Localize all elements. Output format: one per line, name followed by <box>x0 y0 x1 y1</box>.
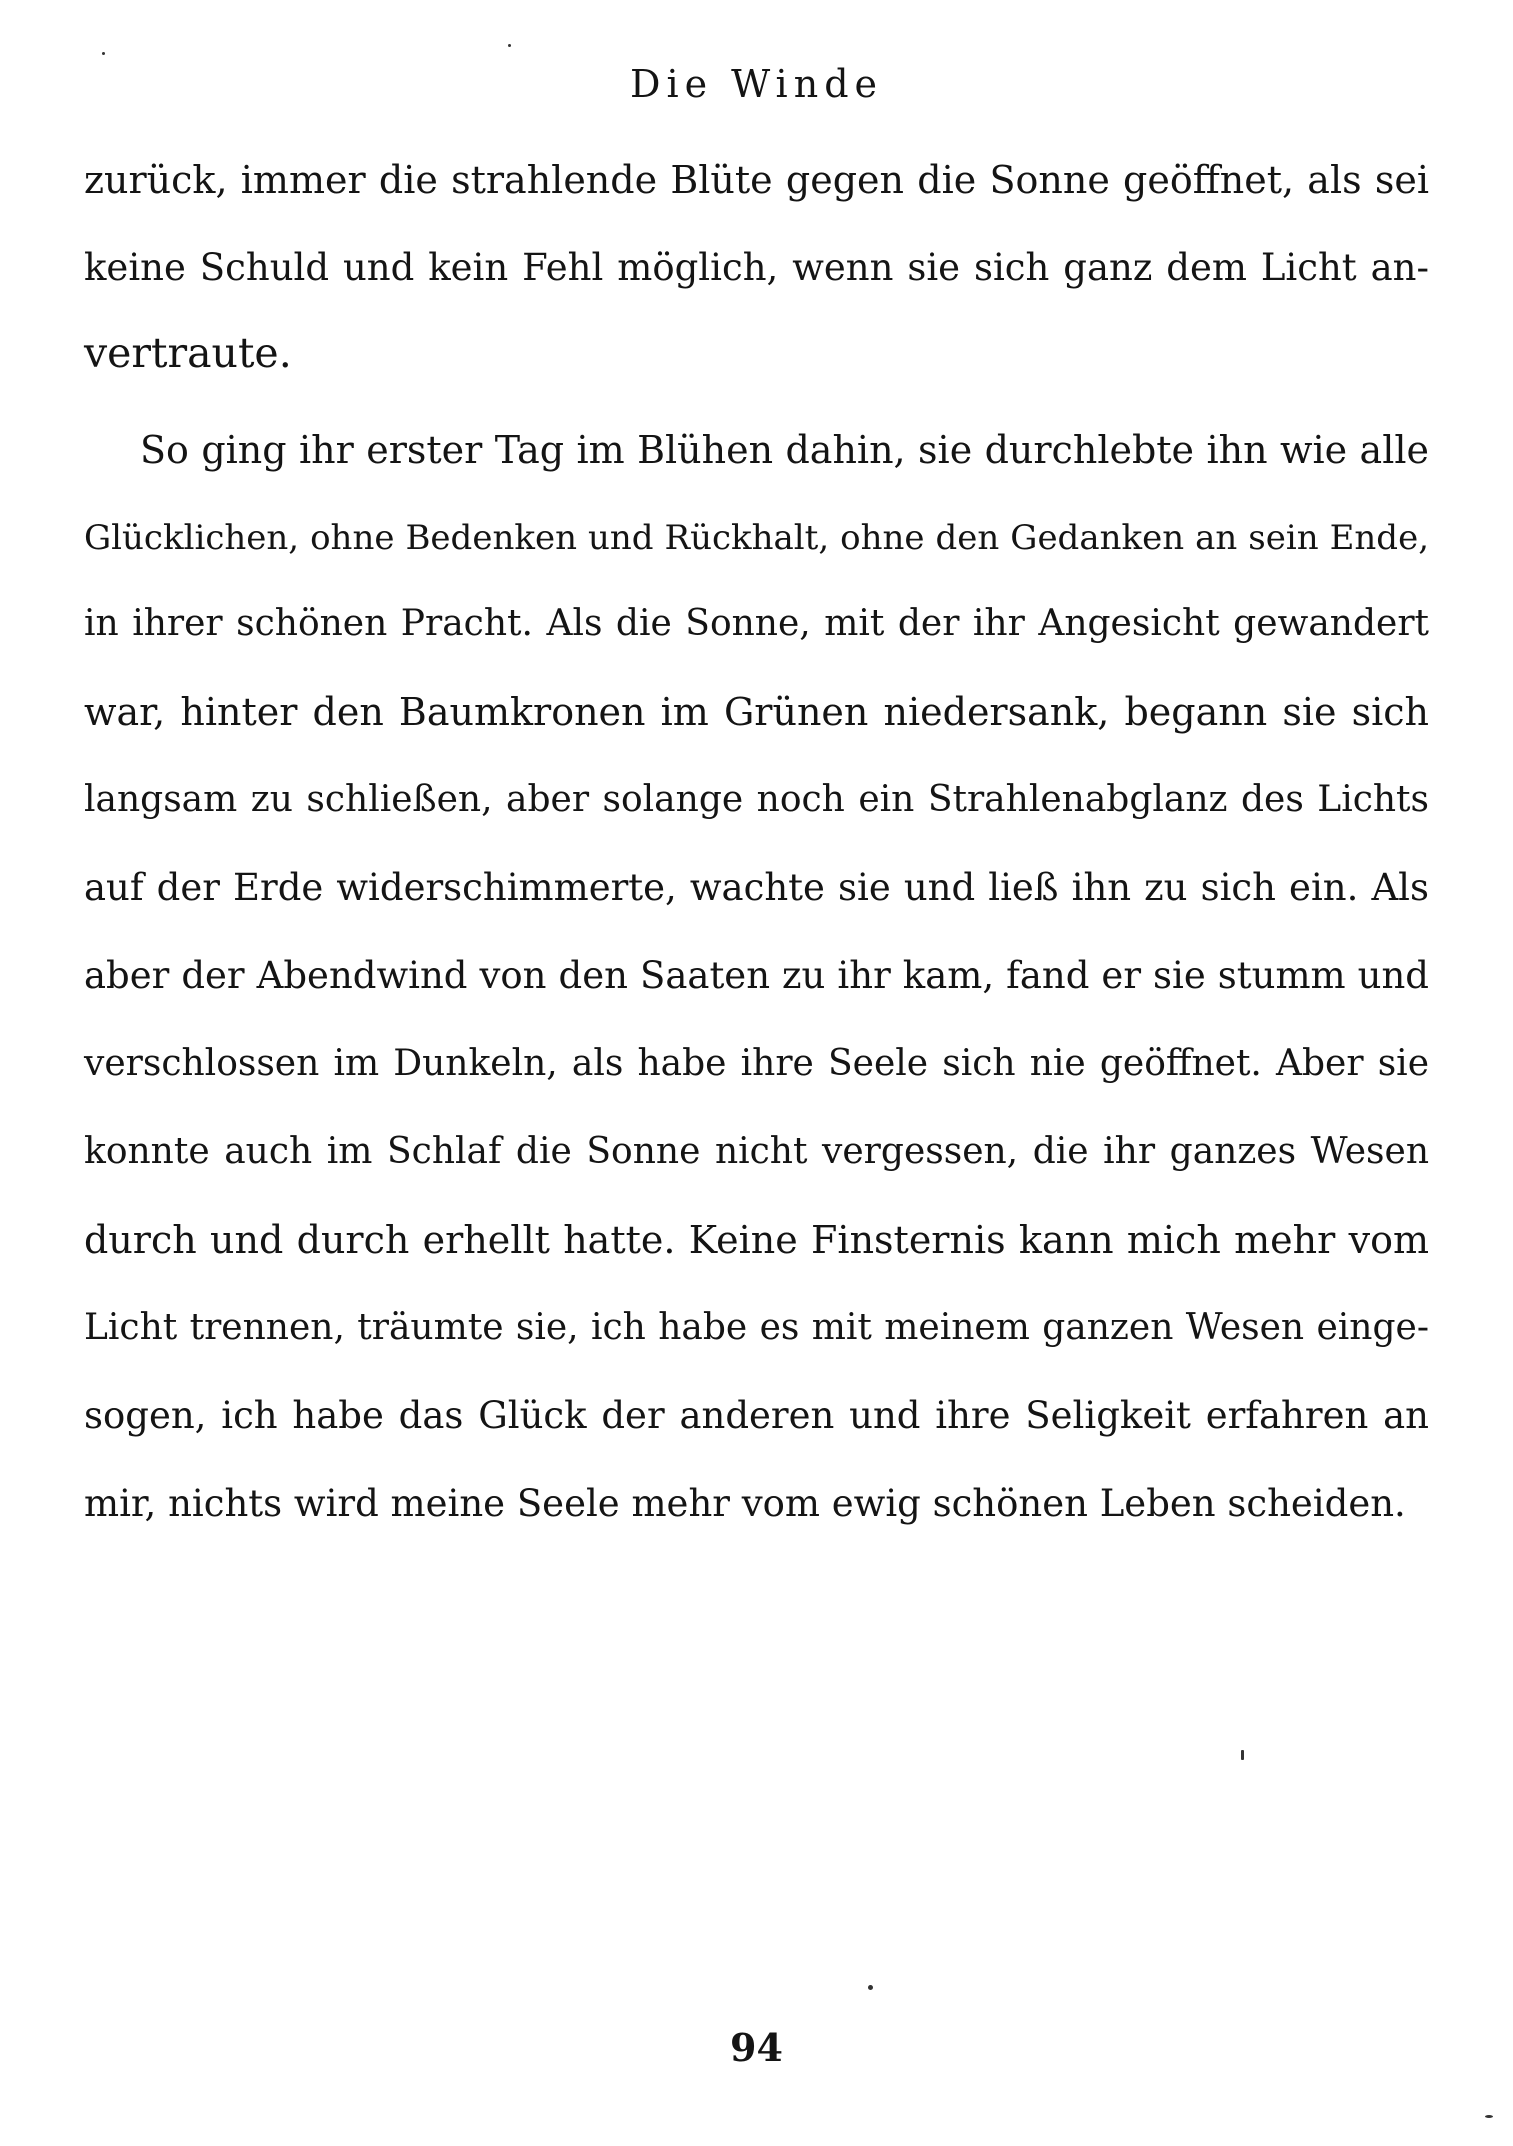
text-line: Glücklichen, ohne Bedenken und Rückhalt, ohne den Gedanken an sein Ende, <box>84 518 1429 558</box>
paper-speck <box>868 1985 873 1990</box>
paper-speck <box>508 44 511 47</box>
text-line: So ging ihr erster Tag im Blühen dahin, sie durchlebte ihn wie alle <box>140 428 1429 472</box>
text-line: Licht trennen, träumte sie, ich habe es mit meinem ganzen Wesen einge- <box>84 1307 1429 1348</box>
text-line: auf der Erde widerschimmerte, wachte sie und ließ ihn zu sich ein. Als <box>84 866 1429 909</box>
text-line: vertraute. <box>84 329 292 377</box>
text-line: war, hinter den Baumkronen im Grünen niedersank, begann sie sich <box>84 690 1429 734</box>
text-line: in ihrer schönen Pracht. Als die Sonne, mit der ihr Angesicht gewandert <box>84 603 1429 644</box>
text-line: verschlossen im Dunkeln, als habe ihre Seele sich nie geöffnet. Aber sie <box>84 1043 1429 1084</box>
paper-speck <box>1241 1750 1244 1760</box>
text-line: aber der Abendwind von den Saaten zu ihr kam, fand er sie stumm und <box>84 954 1429 997</box>
text-line: mir, nichts wird meine Seele mehr vom ewig schönen Leben scheiden. <box>84 1482 1406 1525</box>
page-number: 94 <box>730 2025 783 2070</box>
text-line: langsam zu schließen, aber solange noch ein Strahlenabglanz des Lichts <box>84 779 1429 820</box>
text-line: keine Schuld und kein Fehl möglich, wenn sie sich ganz dem Licht an- <box>84 246 1429 289</box>
text-line: sogen, ich habe das Glück der anderen und ihre Seligkeit erfahren an <box>84 1394 1429 1437</box>
running-head: Die Winde <box>629 62 884 106</box>
paper-speck <box>102 52 105 55</box>
paper-speck <box>1485 2115 1493 2118</box>
text-line: zurück, immer die strahlende Blüte gegen die Sonne geöffnet, als sei <box>84 158 1429 202</box>
text-line: konnte auch im Schlaf die Sonne nicht vergessen, die ihr ganzes Wesen <box>84 1131 1429 1172</box>
text-line: durch und durch erhellt hatte. Keine Finsternis kann mich mehr vom <box>84 1218 1429 1262</box>
